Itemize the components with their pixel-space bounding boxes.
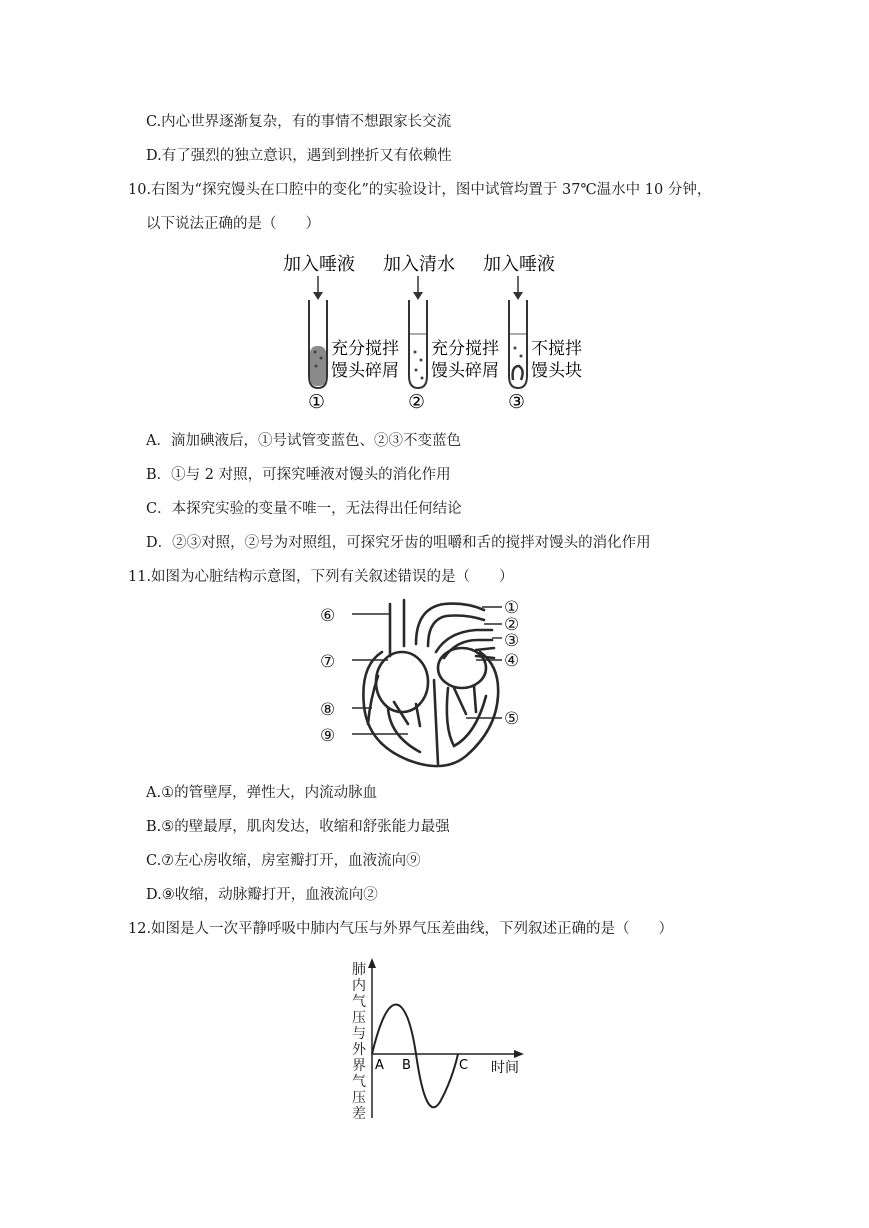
point-a-label: A xyxy=(375,1058,384,1073)
q10-stem-line2: 以下说法正确的是（ ） xyxy=(146,216,320,232)
q11-option-c: C.⑦左心房收缩，房室瓣打开，血液流向⑨ xyxy=(146,853,421,869)
tube-2-side-label-1: 充分搅拌 xyxy=(431,339,499,359)
q11-option-d: D.⑨收缩，动脉瓣打开，血液流向② xyxy=(146,887,378,903)
svg-text:外: 外 xyxy=(352,1042,366,1058)
tube-2-side-label-2: 馒头碎屑 xyxy=(431,361,499,381)
tube-1-top-label: 加入唾液 xyxy=(283,254,355,275)
test-tube-3 xyxy=(483,254,582,413)
svg-text:气: 气 xyxy=(352,994,366,1010)
pressure-curve xyxy=(372,1005,458,1108)
svg-text:界: 界 xyxy=(352,1058,366,1074)
q11-heart-diagram xyxy=(316,596,526,774)
svg-text:与: 与 xyxy=(352,1026,366,1042)
point-b-label: B xyxy=(402,1058,411,1073)
heart-label-9: ⑨ xyxy=(320,726,336,746)
svg-text:压: 压 xyxy=(352,1090,366,1106)
q11-stem: 11.如图为心脏结构示意图，下列有关叙述错误的是（ ） xyxy=(128,569,514,585)
q10-option-a: A．滴加碘液后，①号试管变蓝色、②③不变蓝色 xyxy=(146,433,461,449)
tube-3-side-label-1: 不搅拌 xyxy=(531,339,582,359)
test-tube-2 xyxy=(383,254,499,413)
q10-option-d: D．②③对照，②号为对照组，可探究牙齿的咀嚼和舌的搅拌对馒头的消化作用 xyxy=(146,535,651,551)
heart-label-4: ④ xyxy=(504,651,520,671)
bun-chunk xyxy=(513,366,523,380)
svg-text:内: 内 xyxy=(352,978,366,994)
y-axis-label xyxy=(352,961,367,1122)
svg-text:压: 压 xyxy=(352,1010,366,1026)
heart-label-6: ⑥ xyxy=(320,606,336,626)
tube-2-number: ② xyxy=(408,391,426,413)
heart-label-5: ⑤ xyxy=(504,709,520,729)
svg-text:差: 差 xyxy=(352,1106,366,1122)
q10-option-b: B．①与 2 对照，可探究唾液对馒头的消化作用 xyxy=(146,467,451,483)
heart-label-2: ② xyxy=(504,615,520,635)
tube-3-number: ③ xyxy=(508,391,526,413)
test-tube-1 xyxy=(283,254,399,413)
tube-1-content xyxy=(310,346,326,386)
q9-option-c: C.内心世界逐渐复杂，有的事情不想跟家长交流 xyxy=(146,114,452,130)
svg-text:肺: 肺 xyxy=(352,962,366,978)
q12-pressure-curve-chart xyxy=(348,956,534,1122)
heart-label-1: ① xyxy=(504,598,520,618)
q12-stem: 12.如图是人一次平静呼吸中肺内气压与外界气压差曲线，下列叙述正确的是（ ） xyxy=(128,921,674,937)
q10-option-c: C．本探究实验的变量不唯一，无法得出任何结论 xyxy=(146,501,462,517)
point-c-label: C xyxy=(459,1058,469,1073)
heart-label-3: ③ xyxy=(504,631,520,651)
tube-3-side-label-2: 馒头块 xyxy=(531,361,582,381)
q11-option-a: A.①的管壁厚，弹性大，内流动脉血 xyxy=(146,785,378,801)
q10-stem-line1: 10.右图为“探究馒头在口腔中的变化”的实验设计，图中试管均置于 37℃温水中 10 分钟， xyxy=(128,182,712,198)
tube-1-side-label-1: 充分搅拌 xyxy=(331,339,399,359)
heart-label-8: ⑧ xyxy=(320,700,336,720)
heart-label-7: ⑦ xyxy=(320,652,336,672)
q11-option-b: B.⑤的壁最厚，肌肉发达，收缩和舒张能力最强 xyxy=(146,819,450,835)
x-axis-label: 时间 xyxy=(491,1060,519,1076)
tube-2-top-label: 加入清水 xyxy=(383,254,455,275)
svg-text:气: 气 xyxy=(352,1074,366,1090)
tube-1-number: ① xyxy=(308,391,326,413)
q9-option-d: D.有了强烈的独立意识，遇到到挫折又有依赖性 xyxy=(146,148,452,164)
tube-3-top-label: 加入唾液 xyxy=(483,254,555,275)
tube-1-side-label-2: 馒头碎屑 xyxy=(331,361,399,381)
q10-test-tube-figure xyxy=(275,248,595,416)
